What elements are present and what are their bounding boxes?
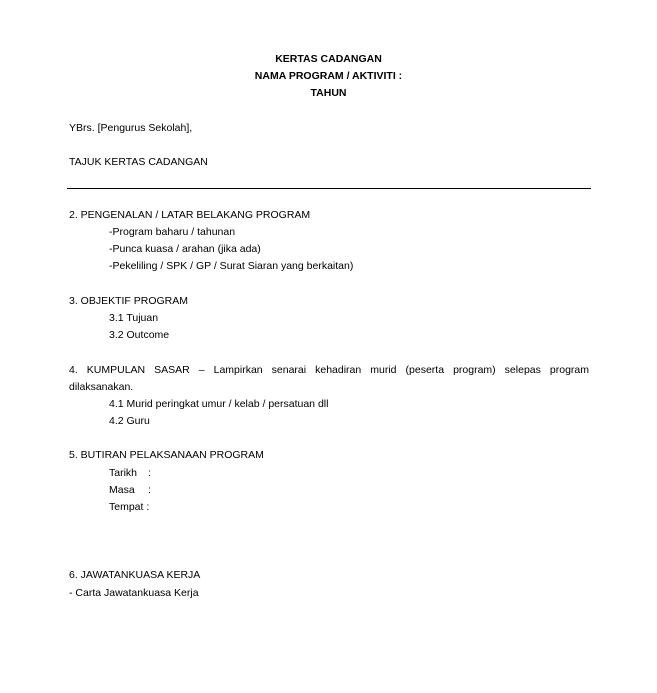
list-item: 4.2 Guru (109, 415, 150, 427)
field-time (109, 483, 151, 497)
list-item: -Program baharu / tahunan (109, 226, 236, 238)
list-item: 3.2 Outcome (109, 329, 170, 341)
section-introduction-heading: 2. PENGENALAN / LATAR BELAKANG PROGRAM (69, 209, 311, 221)
doc-program-name: NAMA PROGRAM / AKTIVITI : (254, 70, 403, 82)
field-label: Tempat : (109, 501, 150, 513)
section-implementation-heading: 5. BUTIRAN PELAKSANAAN PROGRAM (69, 449, 264, 461)
field-separator: : (148, 484, 151, 496)
field-label: Masa (109, 484, 135, 496)
proposal-title-label: TAJUK KERTAS CADANGAN (69, 156, 208, 168)
field-separator: : (148, 467, 151, 479)
field-place (109, 500, 149, 514)
list-item: -Pekeliling / SPK / GP / Surat Siaran yang berkaitan) (109, 260, 354, 272)
list-item: 3.1 Tujuan (109, 312, 159, 324)
list-item: -Punca kuasa / arahan (jika ada) (109, 243, 261, 255)
doc-title: KERTAS CADANGAN (275, 53, 382, 65)
divider (67, 188, 591, 189)
target-group-line-2: dilaksanakan. (69, 381, 134, 393)
salutation: YBrs. [Pengurus Sekolah], (69, 122, 193, 134)
section-target-group-heading (69, 362, 589, 396)
section-objective-heading: 3. OBJEKTIF PROGRAM (69, 295, 189, 307)
list-item: - Carta Jawatankuasa Kerja (69, 587, 199, 599)
section-committee-heading: 6. JAWATANKUASA KERJA (69, 569, 201, 581)
field-label: Tarikh (109, 467, 138, 479)
list-item: 4.1 Murid peringkat umur / kelab / persatuan dll (109, 398, 329, 410)
field-date (109, 466, 151, 480)
target-group-line-1: 4. KUMPULAN SASAR – Lampirkan senarai kehadiran murid (peserta program) selepas program (69, 364, 589, 376)
doc-year: TAHUN (310, 87, 347, 99)
